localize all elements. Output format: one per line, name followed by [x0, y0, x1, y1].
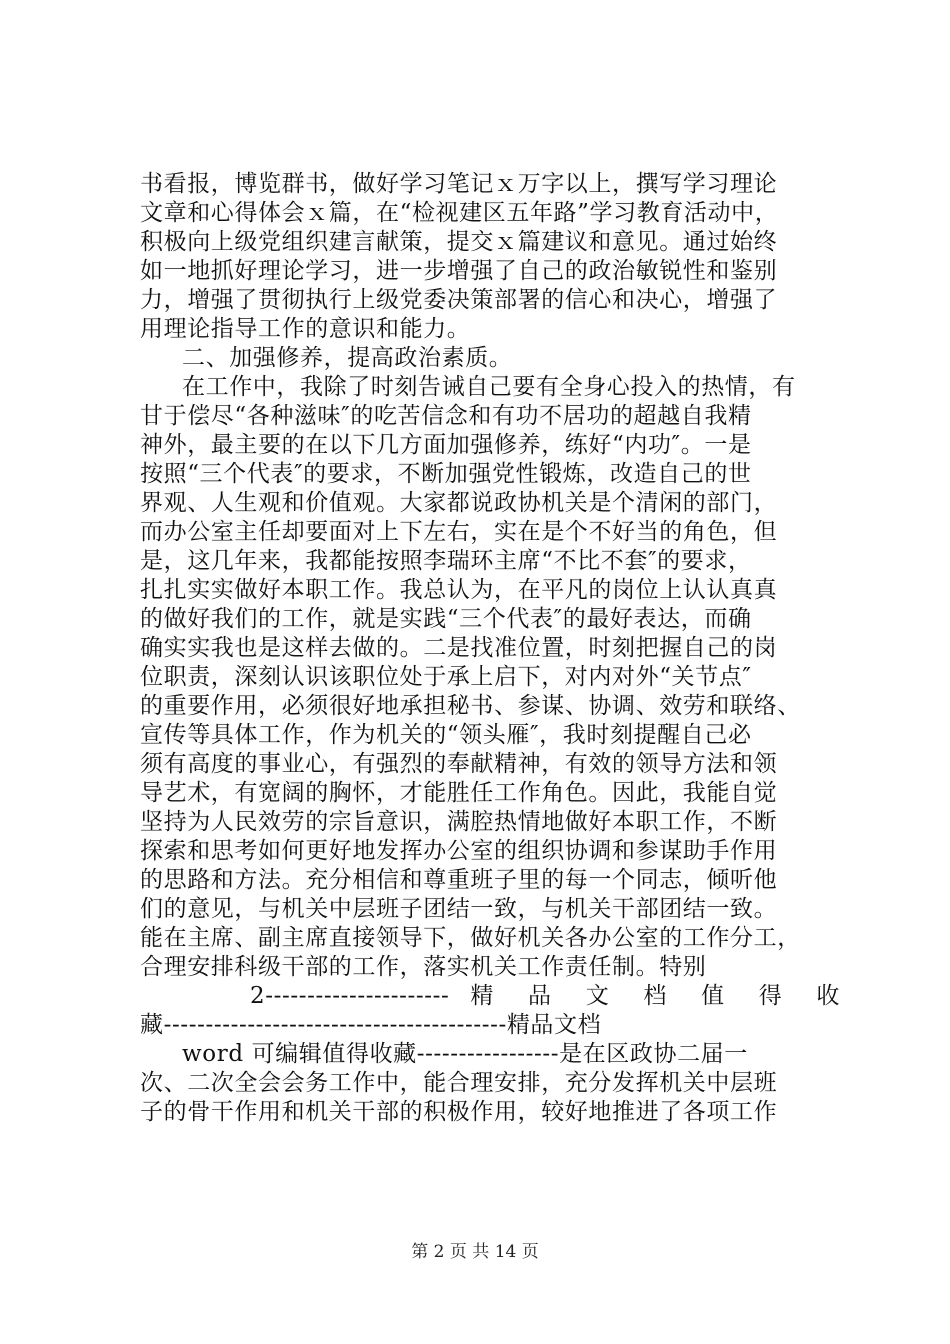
text-line: 导艺术，有宽阔的胸怀，才能胜任工作角色。因此，我能自觉 — [140, 780, 778, 806]
text-line: 的思路和方法。充分相信和尊重班子里的每一个同志，倾听他 — [140, 867, 778, 893]
text-line: 宣传等具体工作，作为机关的“领头雁″，我时刻提醒自己必 — [140, 722, 752, 748]
text-line: 力，增强了贯彻执行上级党委决策部署的信心和决心，增强了 — [140, 287, 778, 313]
text-line: 扎扎实实做好本职工作。我总认为，在平凡的岗位上认认真真 — [140, 577, 778, 603]
text-line: 用理论指导工作的意识和能力。 — [140, 316, 471, 342]
watermark-line: 藏-----------------------------------------精品文档 — [140, 1012, 602, 1038]
text-line: 位职责，深刻认识该职位处于承上启下，对内对外“关节点″ — [140, 664, 752, 690]
text-line: 须有高度的事业心，有强烈的奉献精神，有效的领导方法和领 — [140, 751, 778, 777]
text-line: 子的骨干作用和机关干部的积极作用，较好地推进了各项工作 — [140, 1099, 778, 1125]
text-line: 甘于偿尽“各种滋味″的吃苦信念和有功不居功的超越自我精 — [140, 403, 752, 429]
section-heading: 二、加强修养，提高政治素质。 — [182, 345, 513, 371]
text-line: 书看报，博览群书，做好学习笔记ｘ万字以上，撰写学习理论 — [140, 171, 778, 197]
page-number-footer: 第 2 页 共 14 页 — [411, 1242, 539, 1262]
text-line: 神外，最主要的在以下几方面加强修养，练好“内功″。一是 — [140, 432, 752, 458]
watermark-line: word 可编辑值得收藏-----------------是在区政协二届一 — [182, 1041, 748, 1067]
text-line: 的做好我们的工作，就是实践“三个代表″的最好表达，而确 — [140, 606, 752, 632]
text-line: 积极向上级党组织建言献策，提交ｘ篇建议和意见。通过始终 — [140, 229, 778, 255]
text-line: 能在主席、副主席直接领导下，做好机关各办公室的工作分工， — [140, 925, 801, 951]
text-line: 合理安排科级干部的工作，落实机关工作责任制。特别 — [140, 954, 707, 980]
text-line: 的重要作用，必须很好地承担秘书、参谋、协调、效劳和联络、 — [140, 693, 801, 719]
text-line: 是，这几年来，我都能按照李瑞环主席“不比不套″的要求， — [140, 548, 752, 574]
text-line: 界观、人生观和价值观。大家都说政协机关是个清闲的部门， — [140, 490, 778, 516]
text-line: 如一地抓好理论学习，进一步增强了自己的政治敏锐性和鉴别 — [140, 258, 778, 284]
watermark-line: 2---------------------- 精 品 文 档 值 得 收 — [250, 983, 840, 1009]
text-line: 们的意见，与机关中层班子团结一致，与机关干部团结一致。 — [140, 896, 778, 922]
text-line: 探索和思考如何更好地发挥办公室的组织协调和参谋助手作用 — [140, 838, 778, 864]
text-line: 次、二次全会会务工作中，能合理安排，充分发挥机关中层班 — [140, 1070, 778, 1096]
text-line: 按照“三个代表″的要求，不断加强党性锻炼，改造自己的世 — [140, 461, 752, 487]
text-line: 文章和心得体会ｘ篇，在“检视建区五年路”学习教育活动中， — [140, 200, 779, 226]
text-line: 而办公室主任却要面对上下左右，实在是个不好当的角色，但 — [140, 519, 778, 545]
text-line: 在工作中，我除了时刻告诫自己要有全身心投入的热情，有 — [182, 374, 796, 400]
document-body — [140, 170, 840, 1127]
text-line: 确实实我也是这样去做的。二是找准位置，时刻把握自己的岗 — [140, 635, 778, 661]
text-line: 坚持为人民效劳的宗旨意识，满腔热情地做好本职工作，不断 — [140, 809, 778, 835]
